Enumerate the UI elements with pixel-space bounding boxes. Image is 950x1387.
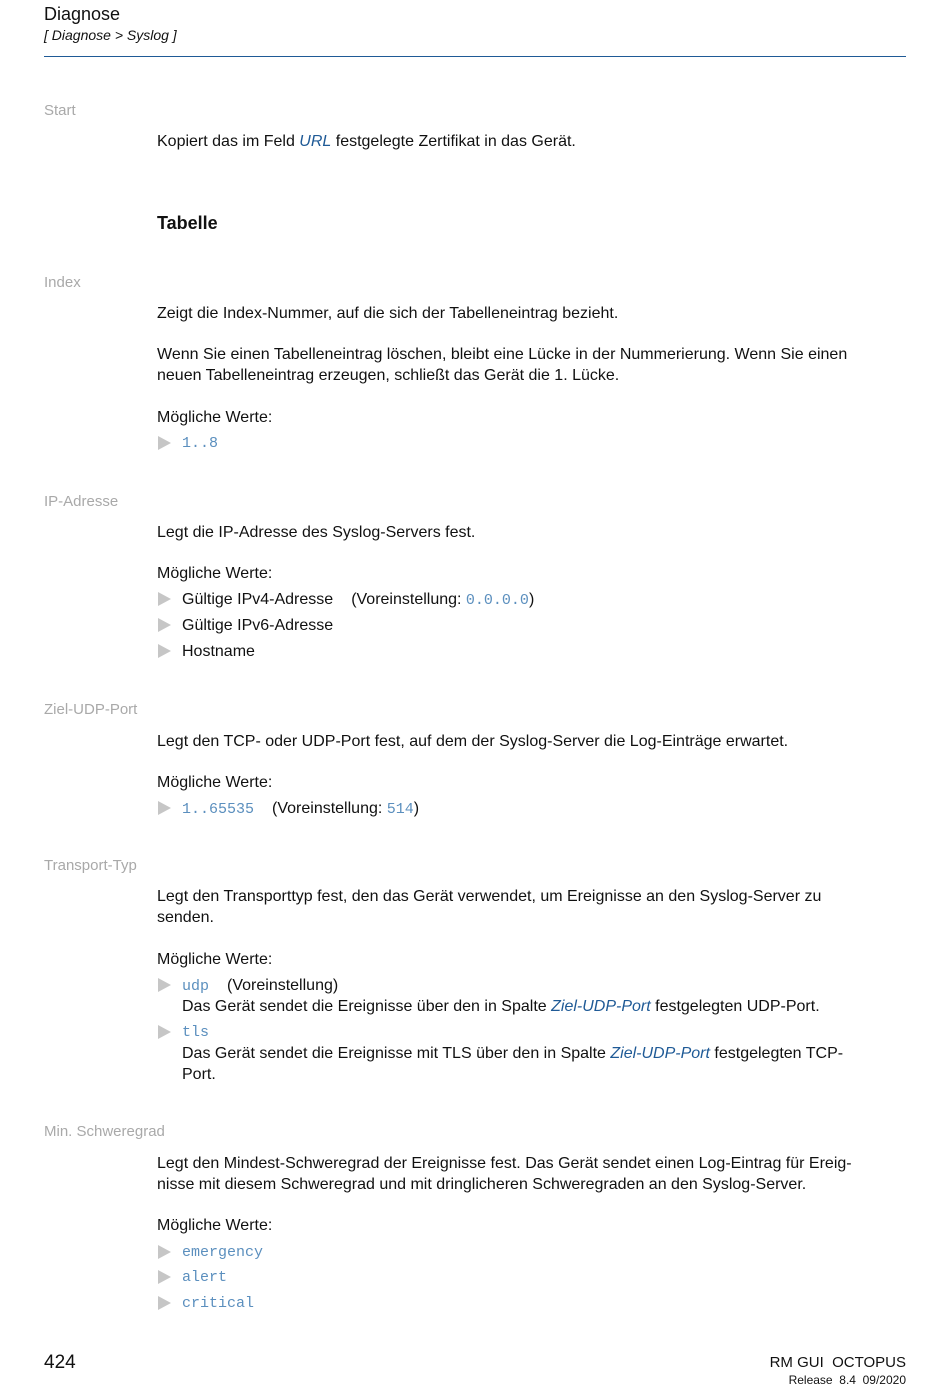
udp-desc-after: festgelegten UDP-Port. [650,998,820,1015]
tls-value: tls [182,1024,210,1041]
start-text-before: Kopiert das im Feld [157,133,300,150]
ipv4-label: Gültige IPv4-Adresse [182,591,334,608]
index-value-range: 1..8 [182,435,219,452]
tls-port-column-link[interactable]: Ziel-UDP-Port [610,1045,710,1062]
footer-release: Release 8.4 09/2020 [788,1373,906,1387]
ip-value-hostname: Hostname [182,643,255,660]
ipv4-default-suffix: ) [528,591,535,608]
severity-alert: alert [182,1269,228,1286]
bullet-triangle-icon [158,618,171,632]
bullet-triangle-icon [158,801,171,815]
bullet-triangle-icon [158,1245,171,1259]
bullet-triangle-icon [158,1025,171,1039]
port-default-prefix: (Voreinstellung: [272,800,387,817]
transport-value-udp [182,975,338,997]
ip-values-label: Mögliche Werte: [157,565,273,582]
port-values-label: Mögliche Werte: [157,774,273,791]
port-range: 1..65535 [182,801,255,818]
bullet-triangle-icon [158,1270,171,1284]
severity-critical: critical [182,1295,255,1312]
index-gap-note-line2: neuen Tabelleneintrag erzeugen, schließt das Gerät die 1. Lücke. [157,367,620,384]
transport-description-line1: Legt den Transporttyp fest, den das Gerät verwendet, um Ereignisse an den Syslog-Server zu [157,888,822,905]
ip-description: Legt die IP-Adresse des Syslog-Servers fest. [157,524,476,541]
index-gap-note [157,344,907,386]
margin-label-min-severity: Min. Schweregrad [44,1123,165,1140]
udp-value: udp [182,978,210,995]
margin-label-start: Start [44,102,76,119]
port-default-suffix: ) [413,800,420,817]
url-field-reference[interactable]: URL [299,133,332,150]
margin-label-dest-udp-port: Ziel-UDP-Port [44,701,138,718]
udp-port-column-link[interactable]: Ziel-UDP-Port [551,998,651,1015]
breadcrumb: [ Diagnose > Syslog ] [44,27,177,43]
severity-description-line1: Legt den Mindest-Schweregrad der Ereignisse fest. Das Gerät sendet einen Log-Eintrag für Ereig- [157,1155,852,1172]
transport-description-line2: senden. [157,909,214,926]
bullet-triangle-icon [158,644,171,658]
bullet-triangle-icon [158,592,171,606]
port-default-value: 514 [386,801,414,818]
margin-label-transport-type: Transport-Typ [44,857,137,874]
index-description: Zeigt die Index-Nummer, auf die sich der Tabelleneintrag bezieht. [157,305,619,322]
footer-product: RM GUI OCTOPUS [769,1354,906,1371]
severity-values-label: Mögliche Werte: [157,1217,273,1234]
udp-description [182,996,820,1017]
bullet-triangle-icon [158,978,171,992]
tls-description-line2: Port. [182,1066,216,1083]
header-divider [44,56,906,57]
page-header-title: Diagnose [44,4,121,24]
severity-emergency: emergency [182,1244,264,1261]
page-number: 424 [44,1352,76,1373]
index-values-label: Mögliche Werte: [157,409,273,426]
table-section-heading: Tabelle [157,213,218,233]
bullet-triangle-icon [158,436,171,450]
ipv4-default-value: 0.0.0.0 [465,592,529,609]
port-description: Legt den TCP- oder UDP-Port fest, auf dem der Syslog-Server die Log-Einträge erwartet. [157,733,789,750]
ip-value-ipv4 [182,589,534,611]
severity-description [157,1153,907,1195]
transport-values-label: Mögliche Werte: [157,951,273,968]
index-gap-note-line1: Wenn Sie einen Tabelleneintrag löschen, bleibt eine Lücke in der Nummerierung. Wenn Sie einen [157,346,848,363]
transport-description [157,886,907,928]
tls-desc-after: festgelegten TCP- [709,1045,844,1062]
start-description [157,131,907,152]
margin-label-ip-address: IP-Adresse [44,493,119,510]
udp-default-note: (Voreinstellung) [227,977,339,994]
ip-value-ipv6: Gültige IPv6-Adresse [182,617,334,634]
start-text-after: festgelegte Zertifikat in das Gerät. [331,133,576,150]
margin-label-index: Index [44,274,81,291]
udp-desc-before: Das Gerät sendet die Ereignisse über den in Spalte [182,998,552,1015]
tls-desc-before: Das Gerät sendet die Ereignisse mit TLS über den in Spalte [182,1045,611,1062]
tls-description [182,1043,843,1064]
severity-description-line2: nisse mit diesem Schweregrad und mit dringlicheren Schweregraden an den Syslog-Server. [157,1176,807,1193]
ipv4-default-prefix: (Voreinstellung: [351,591,466,608]
port-value-range [182,798,419,820]
bullet-triangle-icon [158,1296,171,1310]
